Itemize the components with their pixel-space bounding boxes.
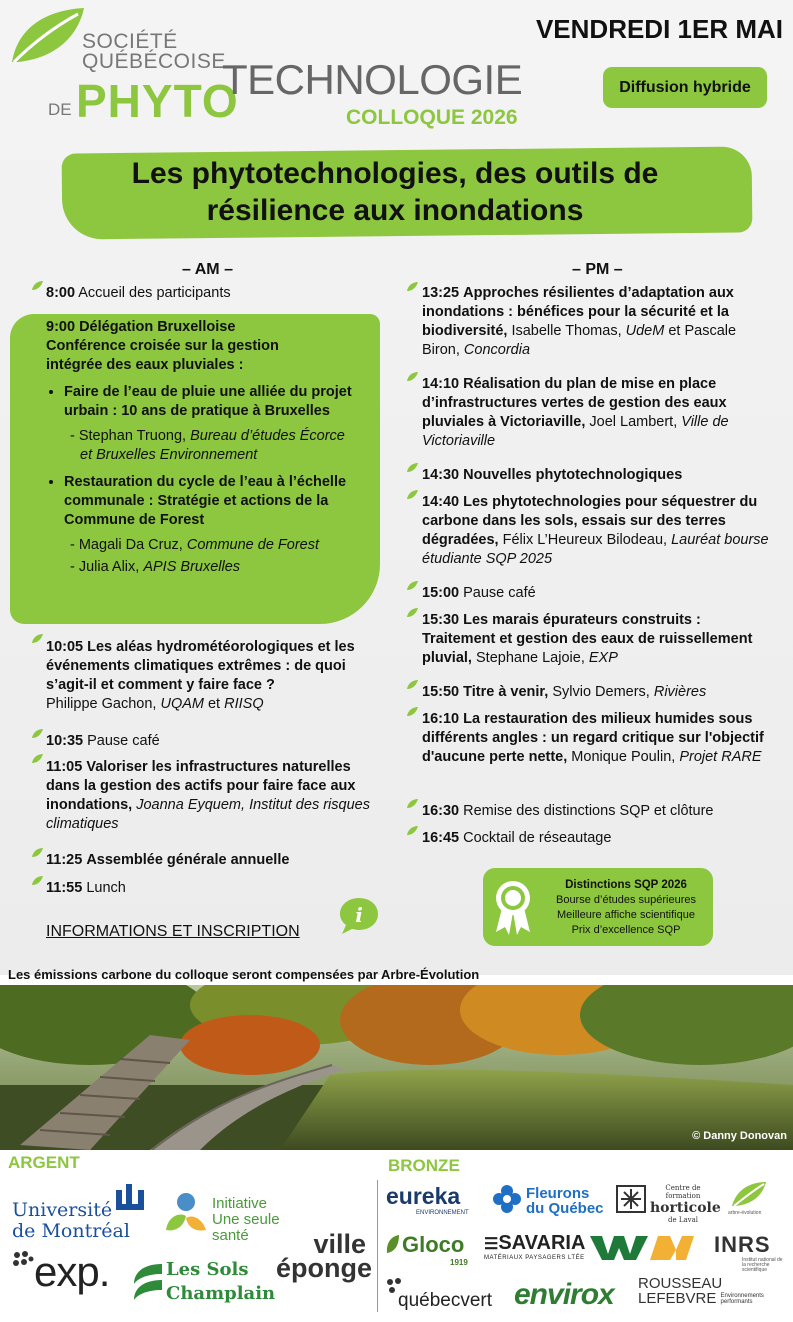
fleurons-flower-icon bbox=[492, 1184, 522, 1214]
leaf-bullet-icon bbox=[407, 372, 418, 381]
schedule-item: 10:35 Pause café bbox=[46, 733, 160, 749]
horticole-emblem-icon bbox=[616, 1185, 646, 1213]
leaf-bullet-icon bbox=[407, 282, 418, 291]
page-title: Les phytotechnologies, des outils de résilience aux inondations bbox=[131, 157, 659, 227]
leaf-bullet-icon bbox=[32, 281, 43, 290]
bronze-heading: BRONZE bbox=[388, 1156, 460, 1175]
argent-heading: ARGENT bbox=[8, 1153, 80, 1172]
logo-societe: SOCIÉTÉ QUÉBÉCOISE bbox=[82, 30, 226, 73]
event-date: VENDREDI 1ER MAI bbox=[535, 14, 783, 44]
schedule-item: 16:45 Cocktail de réseautage bbox=[422, 830, 612, 846]
udem-crest-icon bbox=[112, 1184, 152, 1210]
emissions-note: Les émissions carbone du colloque seront compensées par Arbre-Évolution bbox=[8, 967, 480, 982]
leaf-bullet-icon bbox=[407, 490, 418, 499]
eureka-logo: eureka ENVIRONNEMENT bbox=[386, 1183, 469, 1216]
schedule-item: 14:30 Nouvelles phytotechnologiques bbox=[422, 467, 683, 483]
sols-champlain-logo: Les Sols Champlain bbox=[166, 1259, 276, 1304]
leaf-bullet-icon bbox=[32, 754, 43, 763]
sols-champlain-icon bbox=[132, 1262, 166, 1306]
initiative-logo-icon bbox=[162, 1190, 208, 1236]
colloque-year: COLLOQUE 2026 bbox=[346, 106, 518, 129]
schedule-item: 15:30 Les marais épurateurs construits : Traitement et gestion des eaux de ruissellement pluvial, Stephane Lajoie, EXP bbox=[422, 612, 753, 666]
am-heading: – AM – bbox=[182, 261, 233, 278]
quebecvert-logo: québecvert bbox=[398, 1290, 493, 1311]
leaf-bullet-icon bbox=[32, 729, 43, 738]
info-inscription-link[interactable]: INFORMATIONS ET INSCRIPTION bbox=[46, 923, 300, 940]
schedule-item: 11:55 Lunch bbox=[46, 880, 126, 896]
arbre-evolution-logo: arbre-évolution bbox=[728, 1210, 762, 1216]
schedule-item: 11:25 Assemblée générale annuelle bbox=[46, 852, 290, 868]
schedule-item: 11:05 Valoriser les infrastructures naturelles dans la gestion des actifs pour faire face aux inondations, Joanna Eyquem, Institut des risques climatiques bbox=[46, 759, 370, 832]
leaf-bullet-icon bbox=[407, 680, 418, 689]
exp-logo: exp. bbox=[34, 1248, 110, 1295]
photo-credit: © Danny Donovan bbox=[692, 1130, 787, 1142]
schedule-item: 13:25 Approches résilientes d’adaptation aux inondations : bénéfices pour la sécurité et la biodiversité, Isabelle Thomas, UdeM et Pascale Biron, Concordia bbox=[422, 285, 737, 358]
logo-phyto: PHYTO bbox=[76, 75, 239, 127]
gloco-leaf-icon bbox=[386, 1234, 400, 1254]
leaf-bullet-icon bbox=[32, 876, 43, 885]
diffusion-badge: Diffusion hybride bbox=[603, 67, 767, 108]
leaf-bullet-icon bbox=[407, 707, 418, 716]
leaf-bullet-icon bbox=[407, 799, 418, 808]
leaf-bullet-icon bbox=[32, 848, 43, 857]
wm-logo-icon bbox=[590, 1234, 698, 1262]
schedule-item: 14:40 Les phytotechnologies pour séquestrer du carbone dans les sols, essais sur des terres dégradées, Félix L’Heureux Bilodeau, Lauréat bourse étudiante SQP 2025 bbox=[422, 494, 769, 567]
info-bubble-icon[interactable] bbox=[338, 896, 380, 936]
logo-technologie: TECHNOLOGIE bbox=[222, 56, 523, 103]
inrs-subtitle: Institut national de la recherche scientifique bbox=[742, 1257, 783, 1273]
schedule-item: 16:10 La restauration des milieux humides sous différents angles : un regard critique sur l'objectif d'aucune perte nette, Monique Poulin, Projet RARE bbox=[422, 711, 764, 765]
fleurons-logo: Fleurons du Québec bbox=[526, 1185, 604, 1217]
distinctions-text: Distinctions SQP 2026 Bourse d’études supérieures Meilleure affiche scientifique Prix d’excellence SQP bbox=[555, 879, 697, 936]
gloco-logo: Gloco 1919 bbox=[402, 1232, 468, 1267]
pm-heading: – PM – bbox=[572, 261, 623, 278]
sponsor-divider bbox=[377, 1180, 378, 1312]
schedule-item: 15:50 Titre à venir, Sylvio Demers, Rivières bbox=[422, 684, 707, 700]
ville-eponge-logo: ville éponge bbox=[276, 1229, 373, 1283]
rousseau-lefebvre-logo: ROUSSEAU LEFEBVRE Environnements performants bbox=[638, 1275, 764, 1307]
award-ribbon-icon bbox=[492, 878, 534, 936]
leaf-bullet-icon bbox=[407, 581, 418, 590]
initiative-logo: Initiative Une seule santé bbox=[212, 1195, 280, 1244]
schedule-item: 15:00 Pause café bbox=[422, 585, 536, 601]
bruxelles-content: 9:00 Délégation Bruxelloise Conférence croisée sur la gestion intégrée des eaux pluviales : • Faire de l’eau de pluie une alliée du projet urbain : 10 ans de pratique à Bruxelles - Stephan Truong, Bureau d’études Écorce et Bruxelles Environnement • Restauration du cycle de l’eau à l’échelle communale : Stratégie et actions de la Commune de Forest - Magali Da Cruz, Commune de Forest - Julia Alix, APIS Bruxelles bbox=[46, 318, 358, 581]
schedule-item: 16:30 Remise des distinctions SQP et clôture bbox=[422, 803, 714, 819]
park-photo bbox=[0, 985, 793, 1150]
savaria-logo: ☰SAVARIA MATÉRIAUX PAYSAGERS LTÉE bbox=[484, 1232, 586, 1261]
arbre-evolution-icon bbox=[728, 1180, 768, 1210]
udem-logo: Université de Montréal bbox=[12, 1199, 130, 1242]
exp-dots-icon bbox=[12, 1250, 34, 1272]
leaf-logo-icon bbox=[8, 6, 88, 66]
schedule-item: 14:10 Réalisation du plan de mise en place d’infrastructures vertes de gestion des eaux pluviales à Victoriaville, Joel Lambert, Ville de Victoriaville bbox=[422, 376, 729, 449]
leaf-bullet-icon bbox=[407, 608, 418, 617]
leaf-bullet-icon bbox=[407, 463, 418, 472]
logo-de: DE bbox=[48, 100, 72, 119]
leaf-bullet-icon bbox=[32, 634, 43, 643]
svg-text:i: i bbox=[355, 903, 363, 927]
inrs-logo: INRS bbox=[714, 1232, 771, 1257]
leaf-bullet-icon bbox=[407, 826, 418, 835]
schedule-item: 8:00 Accueil des participants bbox=[46, 285, 231, 301]
horticole-logo: Centre de formation horticole de Laval bbox=[650, 1184, 721, 1224]
schedule-item: 10:05 Les aléas hydrométéorologiques et les événements climatiques extrêmes : de quoi s’agit-il et comment y faire face ? Philippe Gachon, UQAM et RIISQ bbox=[46, 639, 355, 712]
wm-logo-text bbox=[590, 1262, 592, 1263]
envirox-logo: envirox bbox=[514, 1278, 614, 1311]
